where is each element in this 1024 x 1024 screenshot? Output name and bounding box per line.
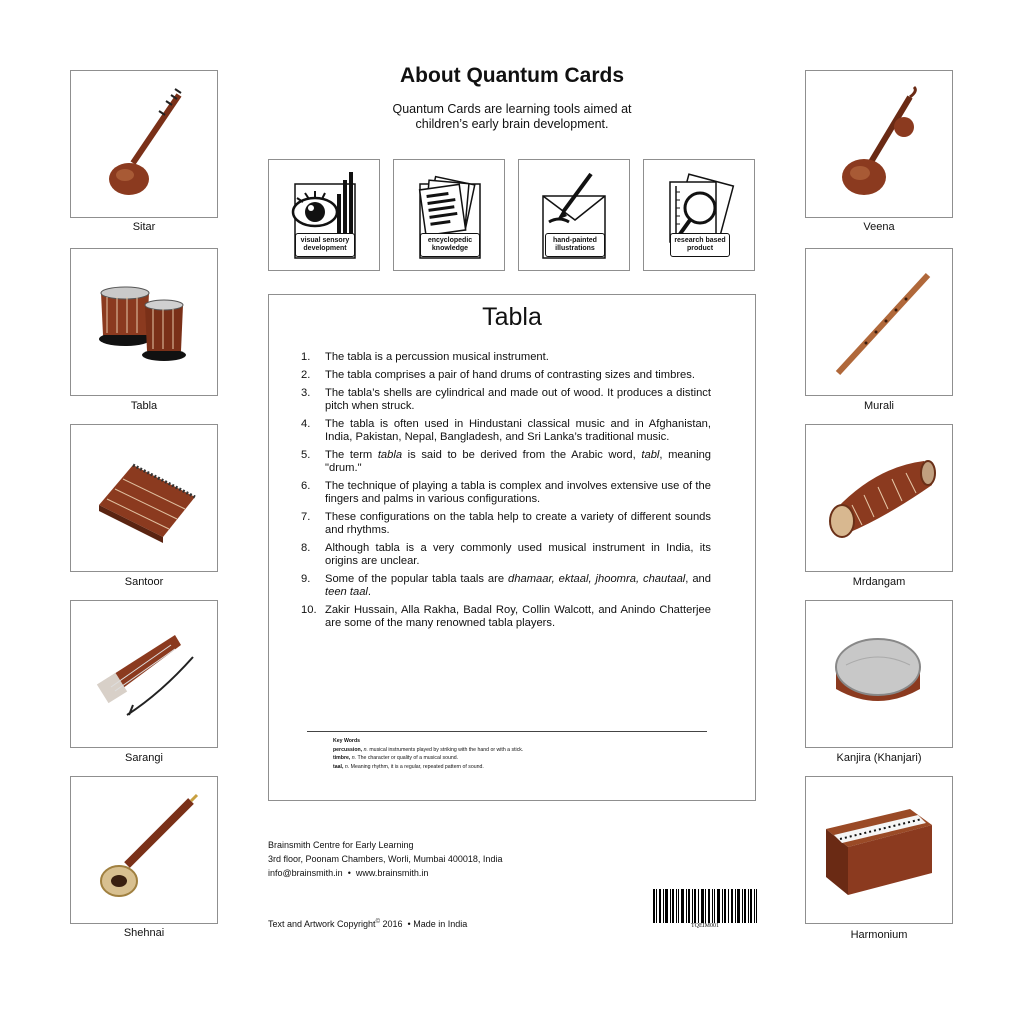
feature-label: research based product [670,233,730,257]
feature-visual-sensory [268,159,380,271]
footer-copyright: Text and Artwork Copyright© 2016 • Made in India [268,919,468,929]
list-item: 4. The tabla is often used in Hindustani classical music and in Afghanistan, India, Pakistan, Nepal, Bangladesh, and Sri Lanka’s traditional music. [301,418,711,443]
card-label: Murali [864,400,894,412]
sarangi-image [71,601,217,747]
barcode [653,889,757,923]
list-item: 3. The tabla’s shells are cylindrical and made out of wood. It produces a distinct pitch when struck. [301,387,711,412]
card-label: Santoor [124,576,164,588]
card-murali [805,248,953,396]
list-item: 8. Although tabla is a very commonly used musical instrument in India, its origins are unclear. [301,542,711,567]
card-label: Shehnai [123,927,165,939]
card-santoor [70,424,218,572]
card-mrdangam [805,424,953,572]
info-panel [268,294,756,801]
card-veena [805,70,953,218]
card-tabla [70,248,218,396]
barcode-number: TQEIM001 [691,923,719,929]
mrdangam-image [806,425,952,571]
divider [307,731,707,732]
feature-encyclopedic [393,159,505,271]
card-sarangi [70,600,218,748]
page-title: About Quantum Cards [400,64,624,87]
list-item: 10. Zakir Hussain, Alla Rakha, Badal Roy, Collin Walcott, and Anindo Chatterjee are some of the many renowned tabla players. [301,604,711,629]
tabla-image [71,249,217,395]
card-harmonium [805,776,953,924]
card-label: Kanjira (Khanjari) [836,752,922,764]
kanjira-image [806,601,952,747]
card-label: Mrdangam [852,576,906,588]
list-item: 6. The technique of playing a tabla is complex and involves extensive use of the fingers and palms in various configurations. [301,480,711,505]
murali-image [806,249,952,395]
facts-list [301,351,711,635]
page-subtitle: Quantum Cards are learning tools aimed at children’s early brain development. [392,102,632,131]
card-label: Sarangi [125,752,163,764]
list-item: 7. These configurations on the tabla help to create a variety of different sounds and rhythms. [301,511,711,536]
card-shehnai [70,776,218,924]
veena-image [806,71,952,217]
feature-hand-painted [518,159,630,271]
email-link[interactable]: info@brainsmith.in [268,868,343,878]
card-label: Harmonium [850,929,908,941]
list-item: 1. The tabla is a percussion musical instrument. [301,351,549,363]
key-words: Key Words percussion, n. musical instruments played by striking with the hand or with a stick. timbre, n. The character or quality of a musical sound. taal, n. Meaning rhythm, it is a regular, repeated pattern of sound. [333,738,524,770]
footer-address: Brainsmith Centre for Early Learning 3rd floor, Poonam Chambers, Worli, Mumbai 400018, India info@brainsmith.in • www.brainsmith.in [268,840,503,878]
website-link[interactable]: www.brainsmith.in [355,868,429,878]
sitar-image [71,71,217,217]
feature-label: visual sensory development [295,233,355,257]
card-label: Sitar [132,221,156,233]
feature-label: encyclopedic knowledge [420,233,480,257]
list-item: 2. The tabla comprises a pair of hand drums of contrasting sizes and timbres. [301,369,695,381]
list-item: 5. The term tabla is said to be derived from the Arabic word, tabl, meaning "drum." [301,449,712,474]
card-label: Tabla [130,400,158,412]
card-kanjira [805,600,953,748]
card-sitar [70,70,218,218]
shehnai-image [71,777,217,923]
panel-title: Tabla [482,303,542,331]
harmonium-image [806,777,952,923]
card-label: Veena [863,221,895,233]
feature-research [643,159,755,271]
santoor-image [71,425,217,571]
list-item: 9. Some of the popular tabla taals are dhamaar, ektaal, jhoomra, chautaal, and teen taal. [301,573,712,598]
feature-label: hand-painted illustrations [545,233,605,257]
